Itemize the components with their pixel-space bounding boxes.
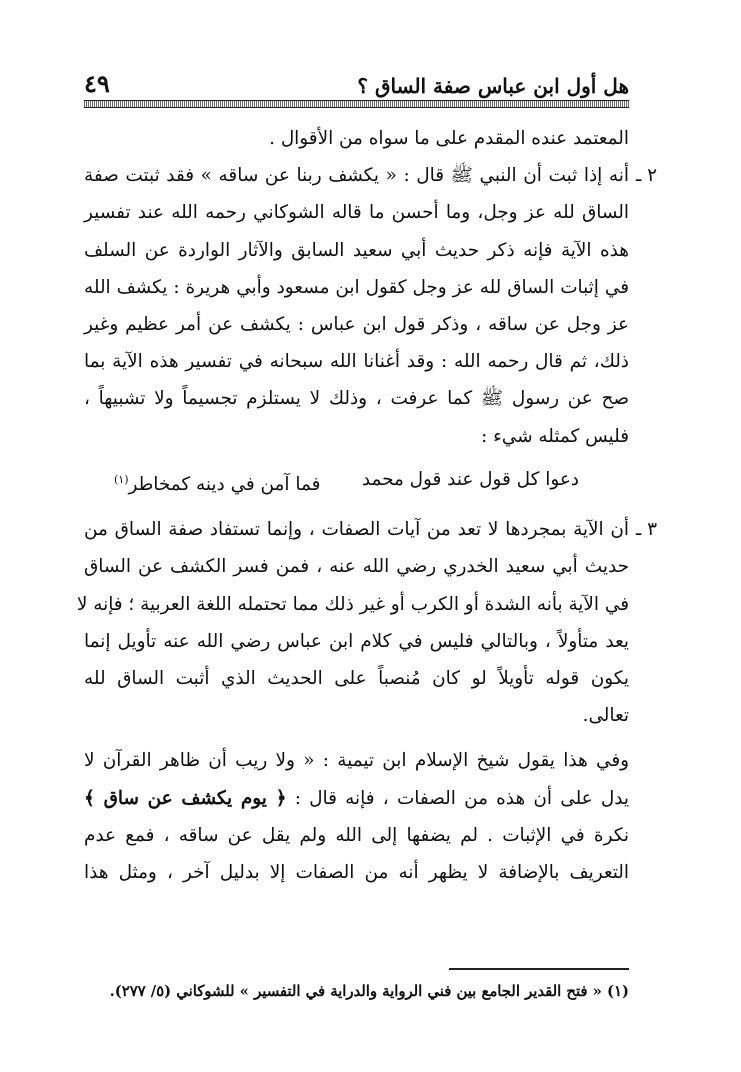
body-line: يعد متأولاً ، وبالتالي فليس في كلام ابن عباس رضي الله عنه تأويل إنما bbox=[84, 630, 629, 652]
quran-quote: ﴿ يوم يكشف عن ساق ﴾ bbox=[84, 787, 287, 809]
body-line: حديث أبي سعيد الخدري رضي الله عنه ، فمن فسر الكشف عن الساق bbox=[84, 556, 629, 578]
footnote-marker: (١) bbox=[114, 472, 129, 486]
footnote-rule bbox=[449, 968, 629, 970]
header-rule bbox=[84, 100, 629, 108]
poetry-verse bbox=[84, 461, 629, 503]
footnote: (١) « فتح القدير الجامع بين فني الرواية والدراية في التفسير » للشوكاني (٥/ ٢٧٧). bbox=[109, 983, 629, 1000]
body-line: صح عن رسول ﷺ كما عرفت ، وذلك لا يستلزم تجسيماً ولا تشبيهاً ، bbox=[84, 388, 629, 410]
verse-hemistich-second: فما آمن في دينه كمخاطر$^{(١)}$ bbox=[114, 472, 321, 495]
body-line: الساق لله عز وجل، وما أحسن ما قاله الشوكاني رحمه الله عند تفسير bbox=[84, 202, 629, 224]
body-line: ذلك، ثم قال رحمه الله : وقد أغنانا الله سبحانه في تفسير هذه الآية بما bbox=[84, 351, 629, 373]
body-line-text: أن الآية بمجردها لا تعد من آيات الصفات ، وإنما تستفاد صفة الساق من bbox=[84, 519, 629, 541]
page-body bbox=[76, 120, 657, 891]
body-line: في الآية بأنه الشدة أو الكرب أو غير ذلك مما تحتمله اللغة العربية ؛ فإنه لا bbox=[76, 593, 629, 615]
body-line-text: يدل على أن هذه من الصفات ، فإنه قال : bbox=[294, 787, 629, 809]
body-line: عز وجل عن ساقه ، وذكر قول ابن عباس : يكشف عن أمر عظيم وغير bbox=[84, 314, 629, 336]
page-number: ٤٩ bbox=[84, 69, 110, 98]
verse-hemistich-first: دعوا كل قول عند قول محمد bbox=[361, 468, 579, 490]
body-line: تعالى. bbox=[582, 705, 629, 727]
body-line: المعتمد عنده المقدم على ما سواه من الأقوال . bbox=[269, 128, 629, 149]
body-line: في إثبات الساق لله عز وجل كقول ابن مسعود وأبي هريرة : يكشف الله bbox=[84, 276, 629, 298]
body-line bbox=[84, 780, 629, 817]
body-line: وفي هذا يقول شيخ الإسلام ابن تيمية : « ولا ريب أن ظاهر القرآن لا bbox=[84, 750, 629, 772]
page-header bbox=[84, 60, 629, 98]
body-line: فليس كمثله شيء : bbox=[481, 425, 629, 447]
item-number: ٢ ـ bbox=[635, 165, 657, 187]
body-line: يكون قوله تأويلاً لو كان مُنصباً على الحديث الذي أثبت الساق لله bbox=[84, 667, 629, 689]
body-line-text: أنه إذا ثبت أن النبي ﷺ قال : « يكشف ربنا عن ساقه » فقد ثبتت صفة bbox=[84, 165, 629, 187]
body-line: هذه الآية فإنه ذكر حديث أبي سعيد السابق والآثار الواردة عن السلف bbox=[84, 239, 629, 261]
item-number: ٣ ـ bbox=[635, 519, 657, 541]
running-title: هل أول ابن عباس صفة الساق ؟ bbox=[357, 74, 629, 98]
body-line: نكرة في الإثبات . لم يضفها إلى الله ولم يقل عن ساقه ، فمع عدم bbox=[84, 824, 629, 846]
body-line bbox=[84, 157, 657, 194]
body-line bbox=[84, 511, 657, 548]
paragraph-gap bbox=[84, 734, 629, 742]
body-line: التعريف بالإضافة لا يظهر أنه من الصفات إلا بدليل آخر ، ومثل هذا bbox=[84, 861, 629, 883]
